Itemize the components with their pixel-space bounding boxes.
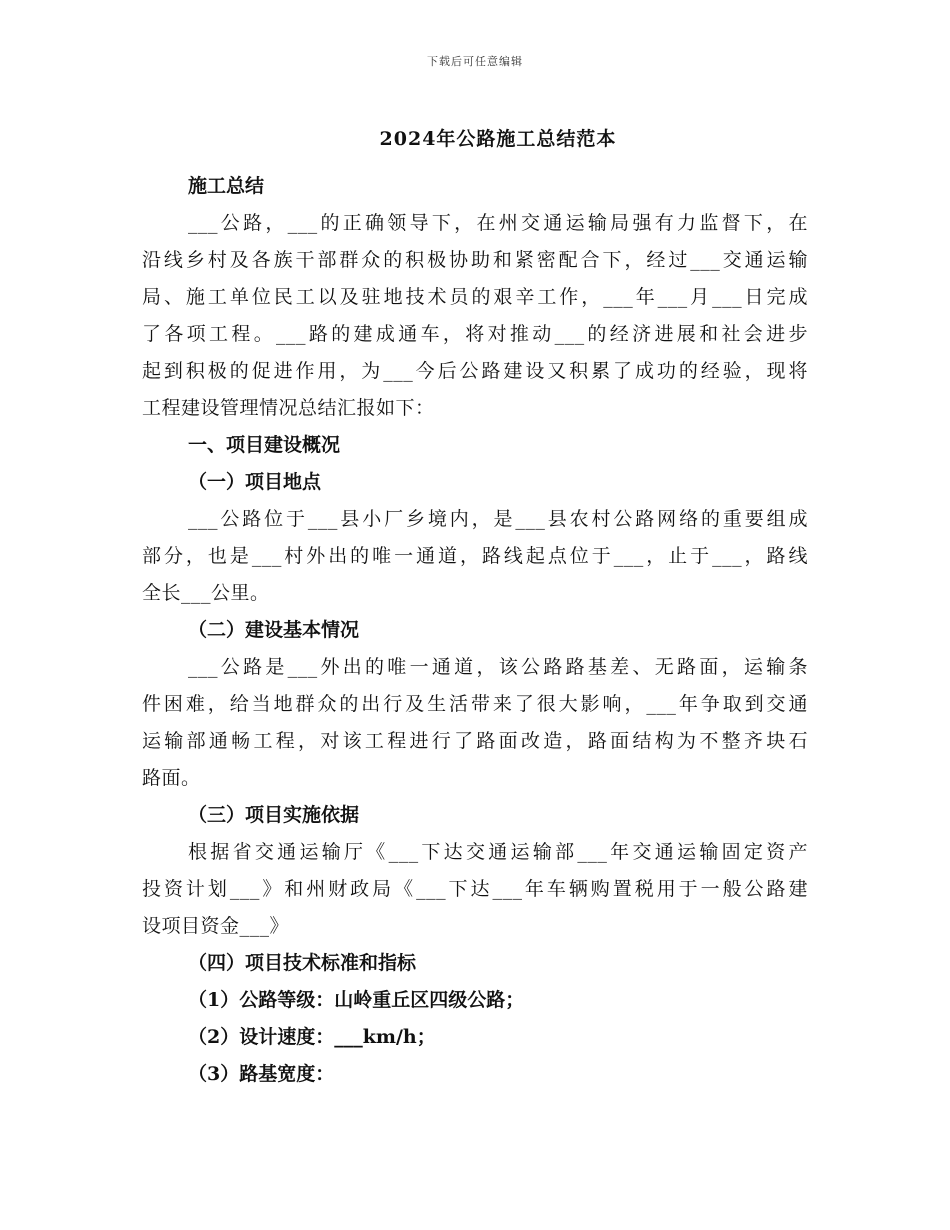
heading-project-overview: 一、项目建设概况	[188, 434, 341, 456]
heading-project-location: （一）项目地点	[188, 471, 322, 493]
situation-line-1: ___公路是___外出的唯一通道，该公路路基差、无路面，运输条	[188, 656, 808, 678]
standard-item-design-speed: （2）设计速度：___km/h；	[188, 1026, 436, 1048]
intro-line-3: 局、施工单位民工以及驻地技术员的艰辛工作，___年___月___日完成	[142, 286, 808, 308]
standard-item-subgrade-width: （3）路基宽度：	[188, 1063, 335, 1085]
section-heading-summary: 施工总结	[188, 175, 265, 197]
document-body	[142, 168, 808, 1093]
basis-line-3: 设项目资金___》	[142, 915, 290, 937]
situation-line-2: 件困难，给当地群众的出行及生活带来了很大影响，___年争取到交通	[142, 693, 808, 715]
header-note: 下载后可任意编辑	[427, 55, 523, 68]
location-line-3: 全长___公里。	[142, 582, 270, 604]
location-line-1: ___公路位于___县小厂乡境内，是___县农村公路网络的重要组成	[188, 508, 808, 530]
location-line-2: 部分，也是___村外出的唯一通道，路线起点位于___，止于___，路线	[142, 545, 808, 567]
basis-line-1: 根据省交通运输厅《___下达交通运输部___年交通运输固定资产	[188, 841, 808, 863]
intro-line-5: 起到积极的促进作用，为___今后公路建设又积累了成功的经验，现将	[142, 360, 808, 382]
situation-line-4: 路面。	[142, 767, 201, 789]
standard-item-road-grade: （1）公路等级：山岭重丘区四级公路；	[188, 989, 525, 1011]
basis-line-2: 投资计划___》和州财政局《___下达___年车辆购置税用于一般公路建	[142, 878, 808, 900]
heading-basic-situation: （二）建设基本情况	[188, 619, 360, 641]
situation-line-3: 运输部通畅工程，对该工程进行了路面改造，路面结构为不整齐块石	[142, 730, 808, 752]
intro-line-1: ___公路，___的正确领导下，在州交通运输局强有力监督下，在	[188, 212, 808, 234]
document-title: 2024年公路施工总结范本	[379, 128, 617, 150]
heading-technical-standards: （四）项目技术标准和指标	[188, 952, 417, 974]
intro-line-6: 工程建设管理情况总结汇报如下：	[142, 397, 435, 419]
intro-line-4: 了各项工程。___路的建成通车，将对推动___的经济进展和社会进步	[142, 323, 808, 345]
heading-implementation-basis: （三）项目实施依据	[188, 804, 360, 826]
intro-line-2: 沿线乡村及各族干部群众的积极协助和紧密配合下，经过___交通运输	[142, 249, 808, 271]
